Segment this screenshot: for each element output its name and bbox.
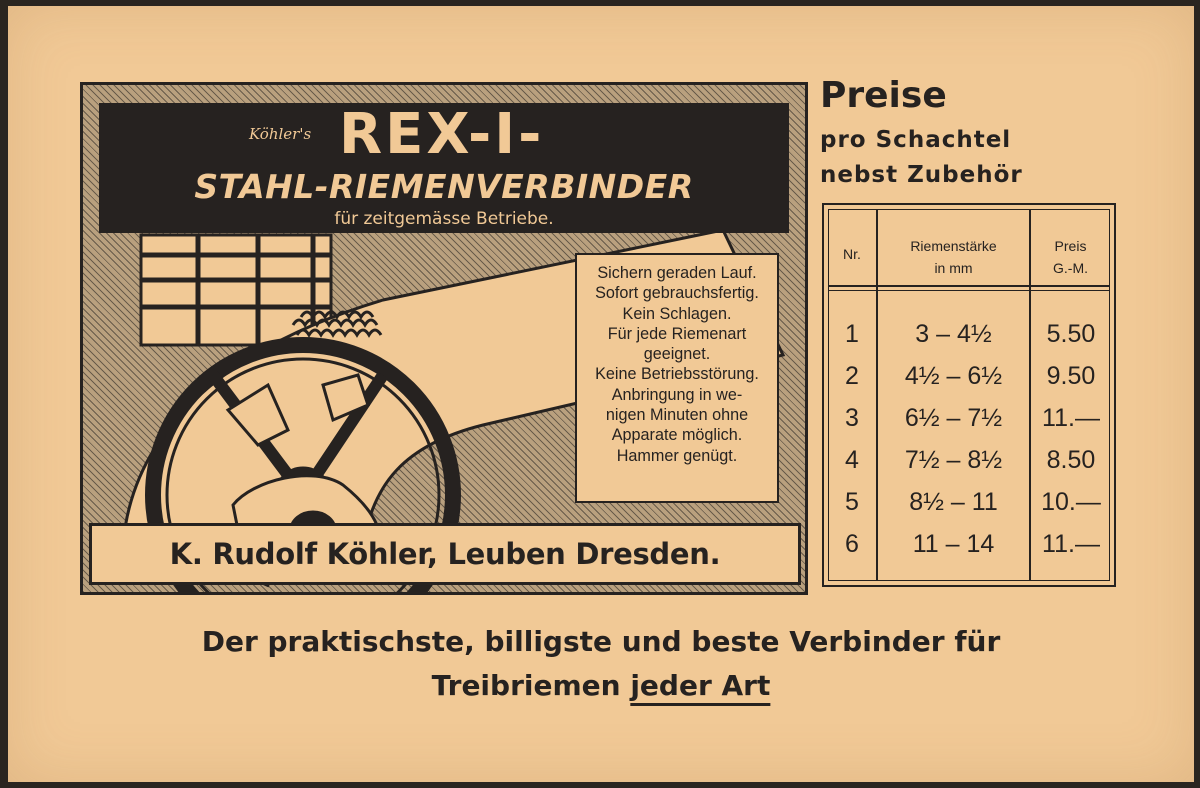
row-strength: 8½ – 11: [909, 488, 998, 516]
postcard: [8, 6, 1194, 782]
header-price: [1031, 235, 1110, 279]
table-row: [824, 397, 1114, 439]
price-table: [822, 203, 1116, 587]
feature-line: geeignet.: [643, 345, 711, 364]
header-divider: [828, 285, 1110, 287]
slogan-line-1: Der praktischste, billigste und beste Verbinder für: [201, 625, 1001, 658]
table-row: [824, 313, 1114, 355]
feature-line: Keine Betriebsstörung.: [595, 365, 759, 384]
slogan-line-2: [8, 668, 1194, 704]
brand-owner: Köhler's: [249, 125, 312, 143]
ad-header-banner: [99, 103, 789, 233]
row-strength: 11 – 14: [912, 530, 995, 558]
price-title: Preise: [820, 75, 947, 116]
row-nr: 1: [845, 320, 859, 348]
row-price: 10.—: [1041, 488, 1101, 516]
row-price: 9.50: [1046, 362, 1096, 390]
slogan-line-2-underlined: jeder Art: [630, 669, 771, 702]
header-strength-line2: in mm: [934, 260, 973, 276]
header-strength-line1: Riemenstärke: [910, 238, 997, 254]
header-nr: Nr.: [843, 246, 861, 262]
slogan-line-2-plain: Treibriemen: [431, 669, 631, 702]
row-nr: 6: [845, 530, 859, 558]
table-row: [824, 439, 1114, 481]
feature-line: Für jede Riemenart: [607, 324, 747, 343]
feature-line: nigen Minuten ohne: [605, 406, 749, 425]
product-name: STAHL-RIEMENVERBINDER: [194, 167, 694, 206]
row-strength: 3 – 4½: [915, 320, 992, 348]
row-strength: 4½ – 6½: [904, 362, 1003, 390]
feature-line: Sofort gebrauchsfertig.: [595, 284, 759, 303]
feature-list: [575, 253, 779, 503]
table-row: [824, 481, 1114, 523]
row-nr: 3: [845, 404, 859, 432]
header-strength: [878, 235, 1029, 279]
row-price: 5.50: [1046, 320, 1096, 348]
feature-line: Kein Schlagen.: [622, 304, 732, 323]
table-row: [824, 523, 1114, 565]
row-nr: 4: [845, 446, 859, 474]
row-nr: 5: [845, 488, 859, 516]
advertisement-panel: [80, 82, 808, 595]
row-price: 11.—: [1042, 530, 1100, 558]
row-nr: 2: [845, 362, 859, 390]
feature-line: Apparate möglich.: [611, 426, 743, 445]
product-tagline: für zeitgemässe Betriebe.: [334, 209, 554, 229]
row-price: 8.50: [1046, 446, 1096, 474]
table-row: [824, 355, 1114, 397]
feature-line: Hammer genügt.: [616, 446, 738, 465]
price-subtitle-1: pro Schachtel: [820, 127, 1012, 153]
row-strength: 6½ – 7½: [904, 404, 1003, 432]
row-strength: 7½ – 8½: [904, 446, 1003, 474]
brand-name: REX-I-: [339, 102, 545, 167]
header-price-line2: G.-M.: [1053, 260, 1088, 276]
header-divider: [828, 290, 1110, 291]
price-subtitle-2: nebst Zubehör: [820, 162, 1023, 188]
company-name: K. Rudolf Köhler, Leuben Dresden.: [89, 523, 801, 585]
row-price: 11.—: [1042, 404, 1100, 432]
header-price-line1: Preis: [1054, 238, 1087, 254]
feature-line: Anbringung in we-: [611, 385, 743, 404]
feature-line: Sichern geraden Lauf.: [597, 264, 757, 282]
